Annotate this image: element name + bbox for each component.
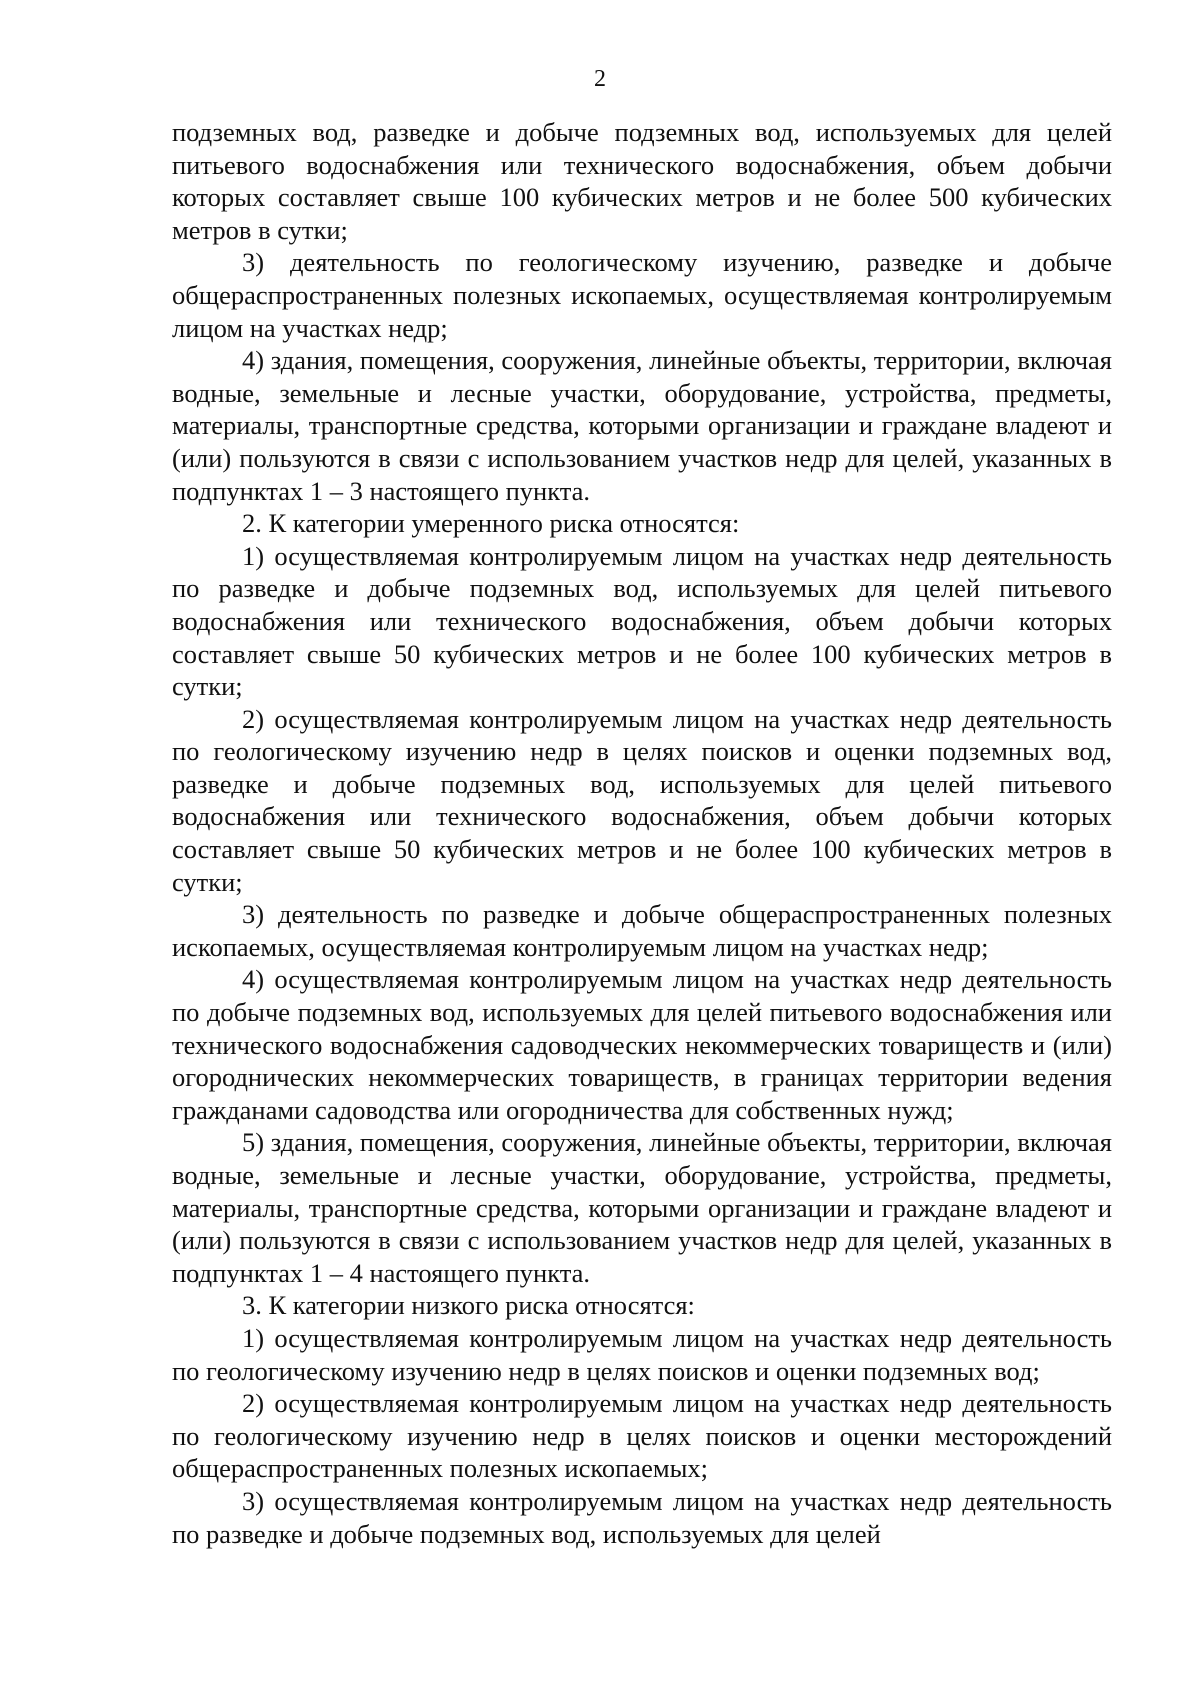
paragraph-item: 3) деятельность по разведке и добыче общераспространенных полезных ископаемых, осуществляемая контролируемым лицом на участках недр; xyxy=(172,899,1112,962)
section-heading: 2. К категории умеренного риска относятся: xyxy=(242,508,740,539)
page-number: 2 xyxy=(594,66,606,92)
section-heading: 3. К категории низкого риска относятся: xyxy=(242,1290,695,1321)
paragraph-item: 1) осуществляемая контролируемым лицом на участках недр деятельность по разведке и добыче подземных вод, используемых для целей питьевого водоснабжения или технического водоснабжения, объем добычи которых составляет свыше 50 кубических метров и не более 100 кубических метров в сутки; xyxy=(172,540,1112,702)
paragraph-item: 3) осуществляемая контролируемым лицом на участках недр деятельность по разведке и добыче подземных вод, используемых для целей xyxy=(172,1485,1112,1549)
paragraph-item: 4) осуществляемая контролируемым лицом на участках недр деятельность по добыче подземных вод, используемых для целей питьевого водоснабжения или технического водоснабжения садоводческих некоммерческих товариществ и (или) огороднических некоммерческих товариществ, в границах территории ведения гражданами садоводства или огородничества для собственных нужд; xyxy=(172,964,1112,1125)
paragraph-item: 4) здания, помещения, сооружения, линейные объекты, территории, включая водные, земельные и лесные участки, оборудование, устройства, предметы, материалы, транспортные средства, которыми организации и граждане владеют и (или) пользуются в связи с использованием участков недр для целей, указанных в подпунктах 1 – 3 настоящего пункта. xyxy=(172,345,1112,506)
paragraph-continuation: подземных вод, разведке и добыче подземных вод, используемых для целей питьевого водоснабжения или технического водоснабжения, объем добычи которых составляет свыше 100 кубических метров и не более 500 кубических метров в сутки; xyxy=(172,117,1112,245)
paragraph-item: 5) здания, помещения, сооружения, линейные объекты, территории, включая водные, земельные и лесные участки, оборудование, устройства, предметы, материалы, транспортные средства, которыми организации и граждане владеют и (или) пользуются в связи с использованием участков недр для целей, указанных в подпунктах 1 – 4 настоящего пункта. xyxy=(172,1127,1112,1288)
paragraph-item: 1) осуществляемая контролируемым лицом на участках недр деятельность по геологическому изучению недр в целях поисков и оценки подземных вод; xyxy=(172,1322,1112,1386)
paragraph-item: 3) деятельность по геологическому изучению, разведке и добыче общераспространенных полезных ископаемых, осуществляемая контролируемым лицом на участках недр; xyxy=(172,247,1112,343)
document-body xyxy=(172,116,1112,1550)
paragraph-item: 2) осуществляемая контролируемым лицом на участках недр деятельность по геологическому изучению недр в целях поисков и оценки подземных вод, разведке и добыче подземных вод, используемых для целей питьевого водоснабжения или технического водоснабжения, объем добычи которых составляет свыше 50 кубических метров и не более 100 кубических метров в сутки; xyxy=(172,703,1112,897)
paragraph-item: 2) осуществляемая контролируемым лицом на участках недр деятельность по геологическому изучению недр в целях поисков и оценки месторождений общераспространенных полезных ископаемых; xyxy=(172,1388,1112,1484)
